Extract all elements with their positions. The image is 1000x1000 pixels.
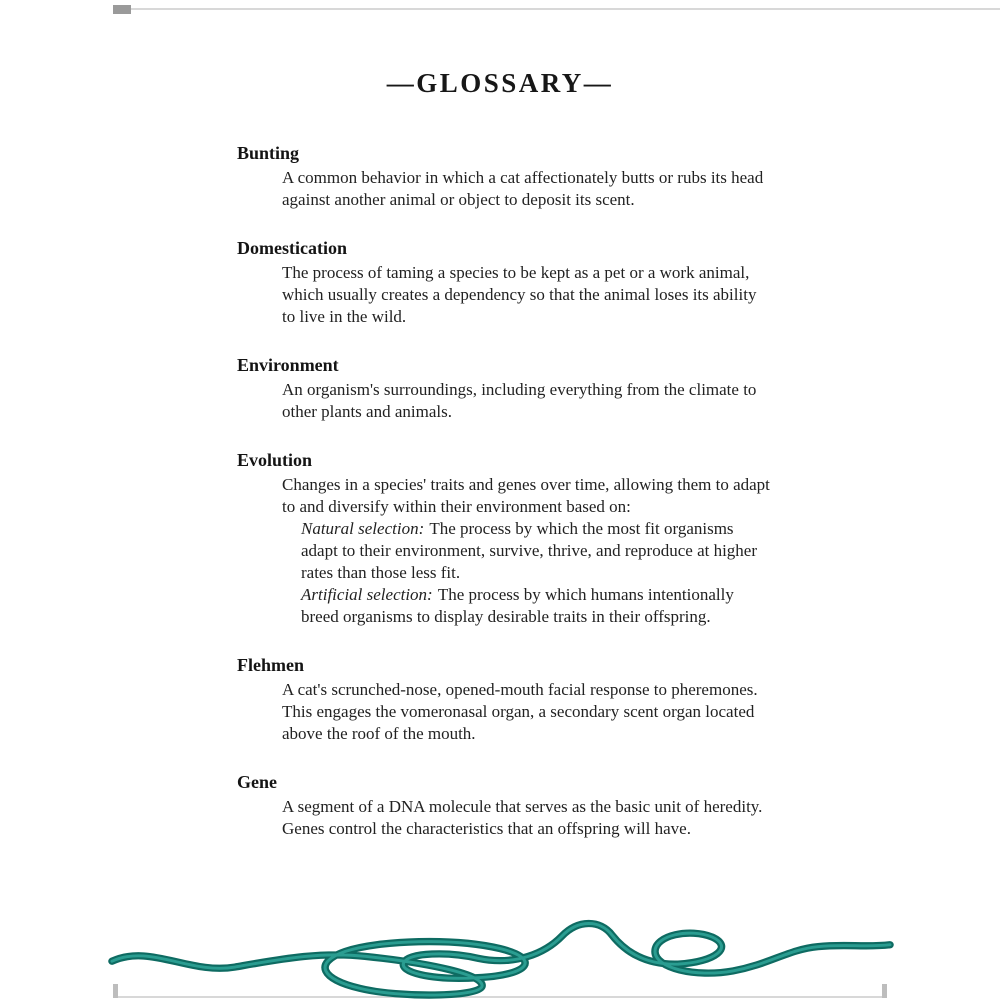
glossary-entry-environment <box>237 355 771 423</box>
definition-domestication: The process of taming a species to be kept as a pet or a work animal, which usually creates a dependency so that the animal loses its ability to live in the wild. <box>282 263 757 326</box>
subentry-text-artificial-selection: The process by which humans intentionally breed organisms to display desirable traits in their offspring. <box>301 585 734 626</box>
term-evolution: Evolution <box>237 450 313 470</box>
definition-environment: An organism's surroundings, including everything from the climate to other plants and animals. <box>282 380 757 421</box>
subentry-natural-selection <box>301 518 771 584</box>
glossary-entry-gene <box>237 772 771 840</box>
glossary-entry-domestication <box>237 238 771 328</box>
glossary-entry-flehmen <box>237 655 771 745</box>
term-flehmen: Flehmen <box>237 655 304 675</box>
page-title: —GLOSSARY— <box>386 68 614 98</box>
page-edge-top-left-mark <box>113 5 131 14</box>
subentry-label-artificial-selection: Artificial selection: <box>301 585 433 604</box>
glossary-entry-evolution <box>237 450 771 628</box>
definition-bunting: A common behavior in which a cat affectionately butts or rubs its head against another animal or object to deposit its scent. <box>282 168 764 209</box>
definition-evolution: Changes in a species' traits and genes over time, allowing them to adapt to and diversify within their environment based on: <box>282 475 770 516</box>
page-edge-top-line <box>131 8 1000 10</box>
subentry-artificial-selection <box>301 584 771 628</box>
glossary-entries <box>237 143 771 840</box>
term-environment: Environment <box>237 355 339 375</box>
term-gene: Gene <box>237 772 277 792</box>
decorative-squiggle <box>0 903 1000 1000</box>
squiggle-inner-path <box>112 923 890 995</box>
definition-flehmen: A cat's scrunched-nose, opened-mouth facial response to pheremones. This engages the vomeronasal organ, a secondary scent organ located above the roof of the mouth. <box>282 680 758 743</box>
term-domestication: Domestication <box>237 238 347 258</box>
term-bunting: Bunting <box>237 143 300 163</box>
definition-gene: A segment of a DNA molecule that serves as the basic unit of heredity. Genes control the characteristics that an offspring will have. <box>282 797 763 838</box>
subentry-text-natural-selection: The process by which the most fit organisms adapt to their environment, survive, thrive, and reproduce at higher rates than those less fit. <box>301 519 758 582</box>
squiggle-line-art-icon <box>0 903 1000 1000</box>
subentry-label-natural-selection: Natural selection: <box>301 519 425 538</box>
glossary-entry-bunting <box>237 143 771 211</box>
